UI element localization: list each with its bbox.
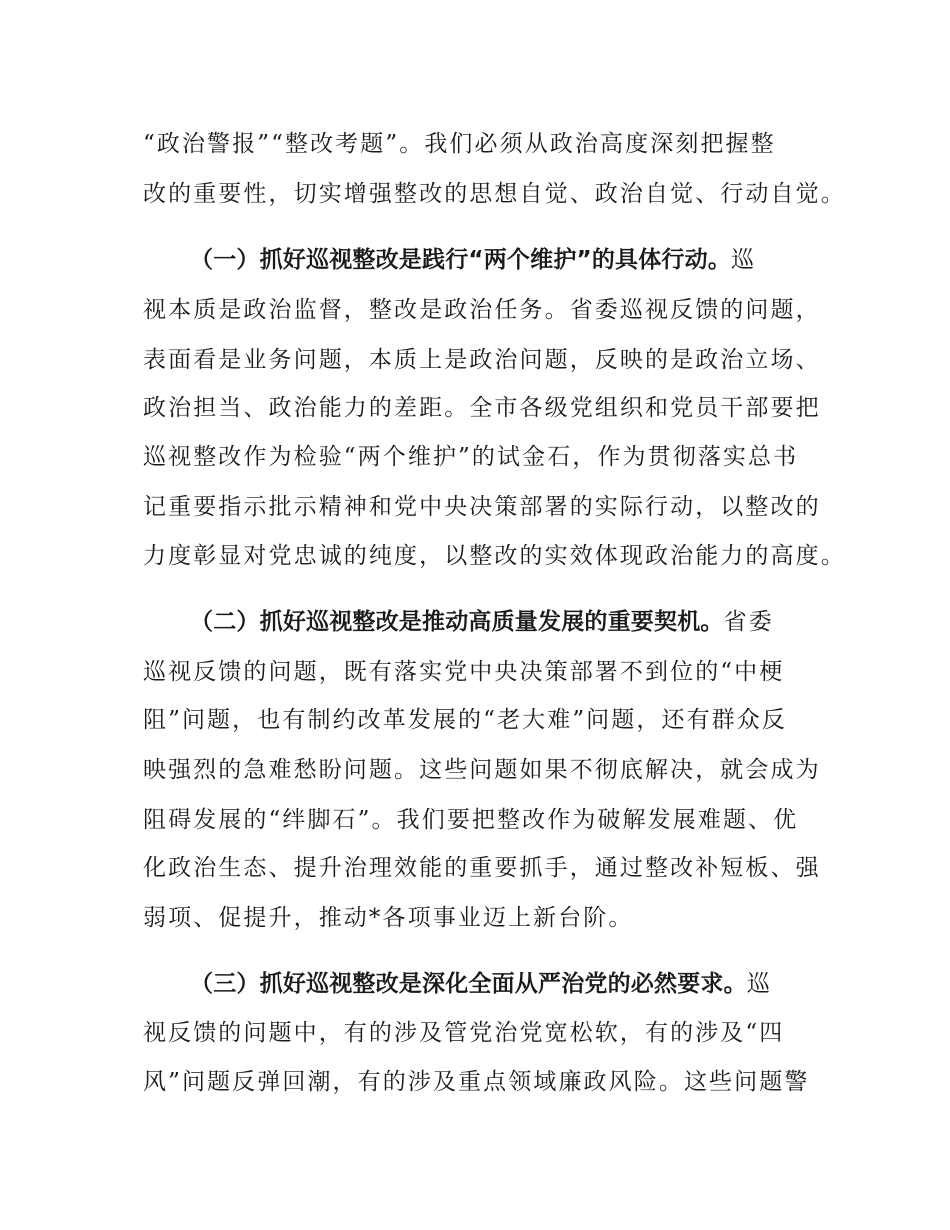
section-heading-2: （二）抓好巡视整改是推动高质量发展的重要契机。省委 [190,609,774,635]
text-line: 力度彰显对党忠诚的纯度，以整改的实效体现政治能力的高度。 [143,543,846,569]
heading-bold-text: （三）抓好巡视整改是深化全面从严治党的必然要求。 [190,971,747,997]
text-line: 巡视整改作为检验“两个维护”的试金石，作为贯彻落实总书 [143,444,799,470]
text-line: 改的重要性，切实增强整改的思想自觉、政治自觉、行动自觉。 [143,181,846,207]
text-line: 巡视反馈的问题，既有落实党中央决策部署不到位的“中梗 [143,659,785,685]
section-heading-1: （一）抓好巡视整改是践行“两个维护”的具体行动。巡 [190,247,757,273]
text-line: 弱项、促提升，推动*各项事业迈上新台阶。 [143,905,634,931]
text-line: 表面看是业务问题，本质上是政治问题，反映的是政治立场、 [143,347,821,373]
text-line: 记重要指示批示精神和党中央决策部署的实际行动，以整改的 [143,494,821,520]
text-line: “政治警报”“整改考题”。我们必须从政治高度深刻把握整 [143,131,776,157]
text-line: 阻碍发展的“绊脚石”。我们要把整改作为破解发展难题、优 [143,807,799,833]
text-line: 映强烈的急难愁盼问题。这些问题如果不彻底解决，就会成为 [143,757,821,783]
text-line: 化政治生态、提升治理效能的重要抓手，通过整改补短板、强 [143,855,821,881]
text-line: 视反馈的问题中，有的涉及管党治党宽松软，有的涉及“四 [143,1020,785,1046]
text-line: 阻”问题，也有制约改革发展的“老大难”问题，还有群众反 [143,707,787,733]
heading-bold-text: （一）抓好巡视整改是践行“两个维护”的具体行动。 [190,247,732,273]
heading-bold-text: （二）抓好巡视整改是推动高质量发展的重要契机。 [190,609,724,635]
text-line: 视本质是政治监督，整改是政治任务。省委巡视反馈的问题， [143,297,821,323]
text-line: 政治担当、政治能力的差距。全市各级党组织和党员干部要把 [143,395,821,421]
section-heading-3: （三）抓好巡视整改是深化全面从严治党的必然要求。巡 [190,971,772,997]
text-line: 风”问题反弹回潮，有的涉及重点领域廉政风险。这些问题警 [143,1069,810,1095]
